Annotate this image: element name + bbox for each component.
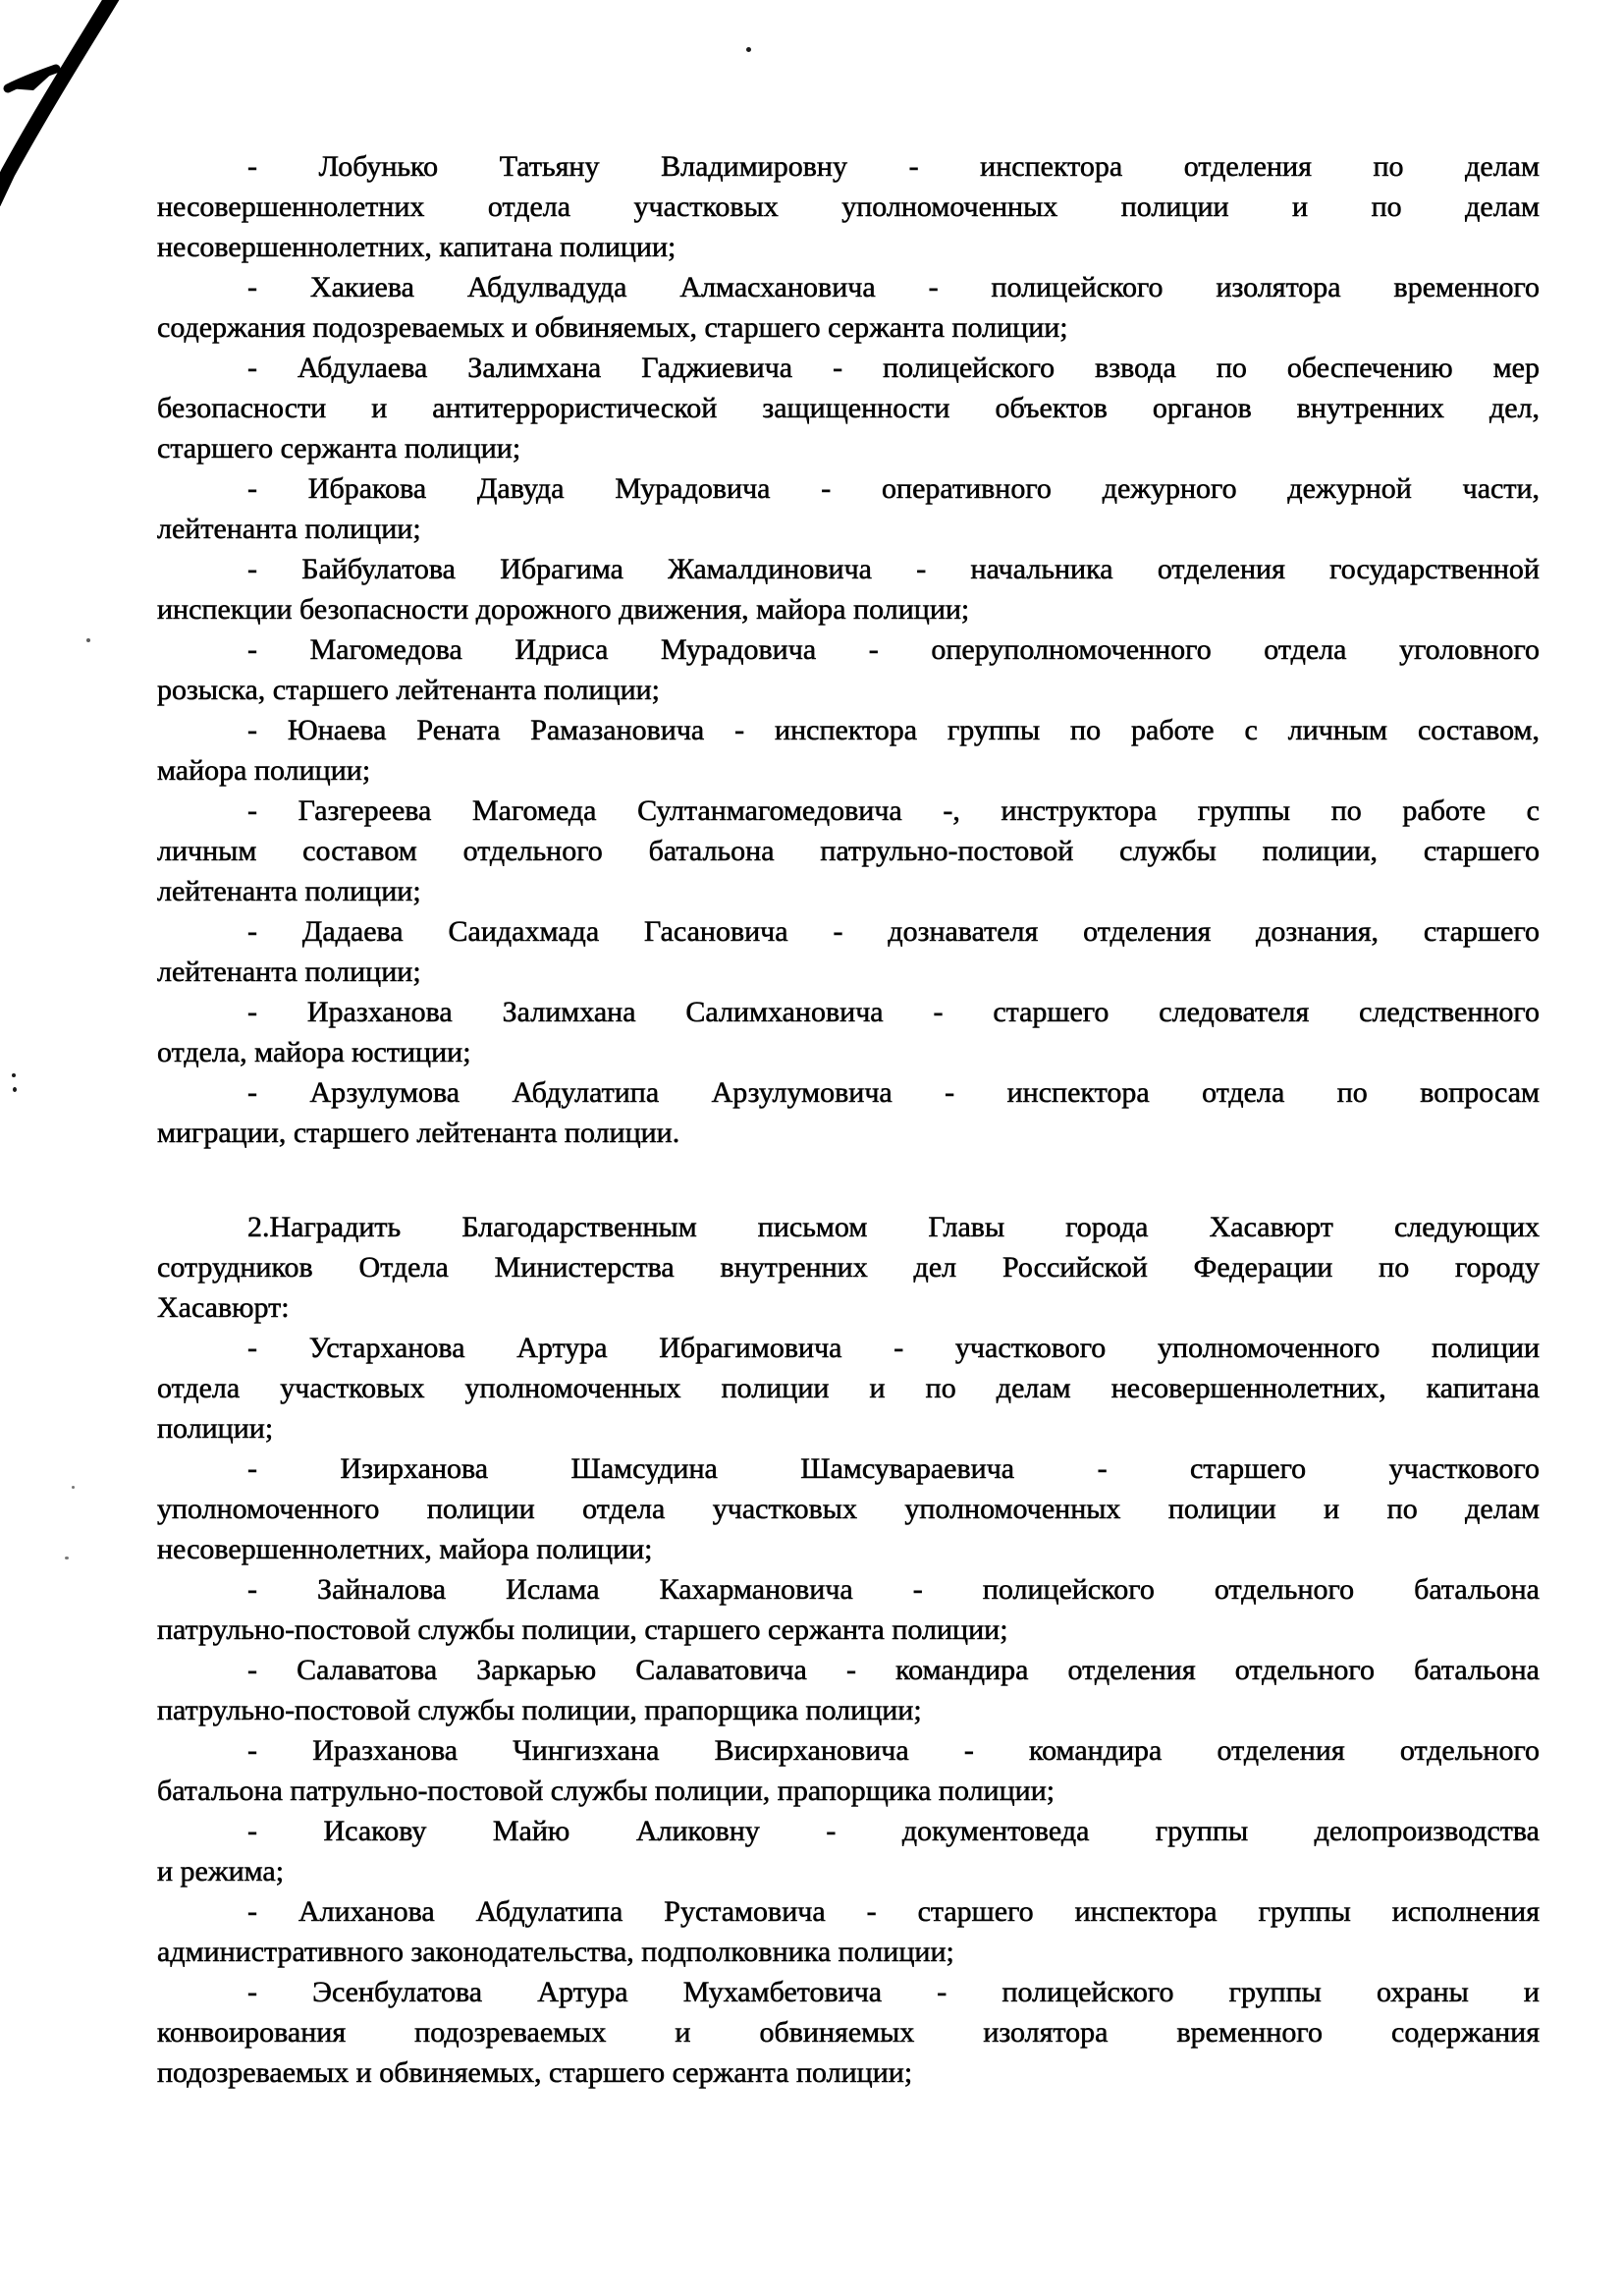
text-line: личным составом отдельного батальона патрульно-постовой службы полиции, старшего — [157, 835, 1540, 867]
award-entry-khakiev — [157, 267, 1540, 348]
scan-speck — [72, 1486, 75, 1489]
text-line: батальона патрульно-постовой службы полиции, прапорщика полиции; — [157, 1775, 1056, 1807]
text-line: - Ибракова Давуда Мурадовича - оперативного дежурного дежурной части, — [247, 472, 1540, 505]
award-entry-ibrakov — [157, 468, 1540, 549]
text-line: майора полиции; — [157, 754, 371, 787]
text-line: - Алиханова Абдулатипа Рустамовича - старшего инспектора группы исполнения — [247, 1895, 1540, 1928]
text-line: - Абдулаева Залимхана Гаджиевича - полицейского взвода по обеспечению мер — [247, 352, 1540, 384]
award-entry-irazkhanov-zalimkhan — [157, 992, 1540, 1072]
award-entry-salavatov — [157, 1650, 1540, 1730]
award-entry-gazgereev — [157, 791, 1540, 911]
text-line: старшего сержанта полиции; — [157, 432, 521, 465]
pen-stroke-mark — [0, 0, 157, 206]
award-entry-irazkhanov-chingizkhan — [157, 1730, 1540, 1811]
text-line: лейтенанта полиции; — [157, 875, 421, 907]
award-entry-baybulatov — [157, 549, 1540, 629]
text-line: - Газгереева Магомеда Султанмагомедовича -, инструктора группы по работе с — [247, 794, 1540, 827]
text-line: несовершеннолетних, капитана полиции; — [157, 231, 677, 263]
section-heading-2 — [157, 1207, 1540, 1328]
award-entry-lobunko — [157, 146, 1540, 267]
text-line: миграции, старшего лейтенанта полиции. — [157, 1117, 680, 1149]
text-line: инспекции безопасности дорожного движения, майора полиции; — [157, 593, 970, 626]
text-line: несовершеннолетних отдела участковых уполномоченных полиции и по делам — [157, 191, 1540, 223]
text-line: патрульно-постовой службы полиции, старшего сержанта полиции; — [157, 1613, 1008, 1646]
text-line: и режима; — [157, 1855, 285, 1887]
award-entry-ustarkhanov — [157, 1328, 1540, 1449]
text-line: безопасности и антитеррористической защищенности объектов органов внутренних дел, — [157, 392, 1540, 424]
award-entry-esenbulatov — [157, 1972, 1540, 2093]
text-line: отдела, майора юстиции; — [157, 1036, 471, 1068]
text-line: - Иразханова Чингизхана Висирхановича - командира отделения отдельного — [247, 1734, 1540, 1767]
scan-speck — [746, 47, 751, 52]
text-line: административного законодательства, подполковника полиции; — [157, 1936, 954, 1968]
award-entry-magomedov — [157, 629, 1540, 710]
text-line: подозреваемых и обвиняемых, старшего сержанта полиции; — [157, 2056, 913, 2089]
text-line: 2.Наградить Благодарственным письмом Главы города Хасавюрт следующих — [247, 1211, 1540, 1243]
award-entry-izirkhanov — [157, 1449, 1540, 1569]
text-line: - Магомедова Идриса Мурадовича - оперуполномоченного отдела уголовного — [247, 633, 1540, 666]
award-entry-zaynalov — [157, 1569, 1540, 1650]
text-line: несовершеннолетних, майора полиции; — [157, 1533, 653, 1565]
text-line: - Исакову Майю Аликовну - документоведа группы делопроизводства — [247, 1815, 1540, 1847]
text-line: Хасавюрт: — [157, 1291, 290, 1324]
text-line: - Эсенбулатова Артура Мухамбетовича - полицейского группы охраны и — [247, 1976, 1540, 2008]
text-line: - Байбулатова Ибрагима Жамалдиновича - начальника отделения государственной — [247, 553, 1540, 585]
text-line: сотрудников Отдела Министерства внутренних дел Российской Федерации по городу — [157, 1251, 1540, 1284]
text-line: отдела участковых уполномоченных полиции и по делам несовершеннолетних, капитана — [157, 1372, 1540, 1404]
text-line: - Арзулумова Абдулатипа Арзулумовича - инспектора отдела по вопросам — [247, 1076, 1540, 1109]
document-body — [157, 146, 1540, 2093]
text-line: конвоирования подозреваемых и обвиняемых изолятора временного содержания — [157, 2016, 1540, 2049]
award-entry-yunaev — [157, 710, 1540, 791]
scan-speck — [12, 1073, 16, 1077]
text-line: полиции; — [157, 1412, 274, 1445]
text-line: уполномоченного полиции отдела участковых уполномоченных полиции и по делам — [157, 1493, 1540, 1525]
award-entry-abdulaev — [157, 348, 1540, 468]
text-line: - Лобунько Татьяну Владимировну - инспектора отделения по делам — [247, 150, 1540, 183]
scan-speck — [65, 1557, 69, 1559]
text-line: - Салаватова Заркарью Салаватовича - командира отделения отдельного батальона — [247, 1654, 1540, 1686]
text-line: - Хакиева Абдулвадуда Алмасхановича - полицейского изолятора временного — [247, 271, 1540, 303]
award-entry-isakova — [157, 1811, 1540, 1891]
text-line: розыска, старшего лейтенанта полиции; — [157, 674, 661, 706]
award-entry-arzulumov — [157, 1072, 1540, 1153]
text-line: - Дадаева Саидахмада Гасановича - дознавателя отделения дознания, старшего — [247, 915, 1540, 948]
text-line: - Иразханова Залимхана Салимхановича - старшего следователя следственного — [247, 996, 1540, 1028]
text-line: патрульно-постовой службы полиции, прапорщика полиции; — [157, 1694, 922, 1726]
text-line: лейтенанта полиции; — [157, 956, 421, 988]
text-line: - Изирханова Шамсудина Шамсувараевича - старшего участкового — [247, 1452, 1540, 1485]
award-entry-alikhanov — [157, 1891, 1540, 1972]
text-line: лейтенанта полиции; — [157, 513, 421, 545]
scan-speck — [13, 1087, 17, 1092]
text-line: - Устарханова Артура Ибрагимовича - участкового уполномоченного полиции — [247, 1332, 1540, 1364]
text-line: - Юнаева Рената Рамазановича - инспектора группы по работе с личным составом, — [247, 714, 1540, 746]
award-entry-dadaev — [157, 911, 1540, 992]
scan-speck — [86, 638, 90, 642]
text-line: содержания подозреваемых и обвиняемых, старшего сержанта полиции; — [157, 311, 1068, 344]
text-line: - Зайналова Ислама Кахармановича - полицейского отдельного батальона — [247, 1573, 1540, 1606]
